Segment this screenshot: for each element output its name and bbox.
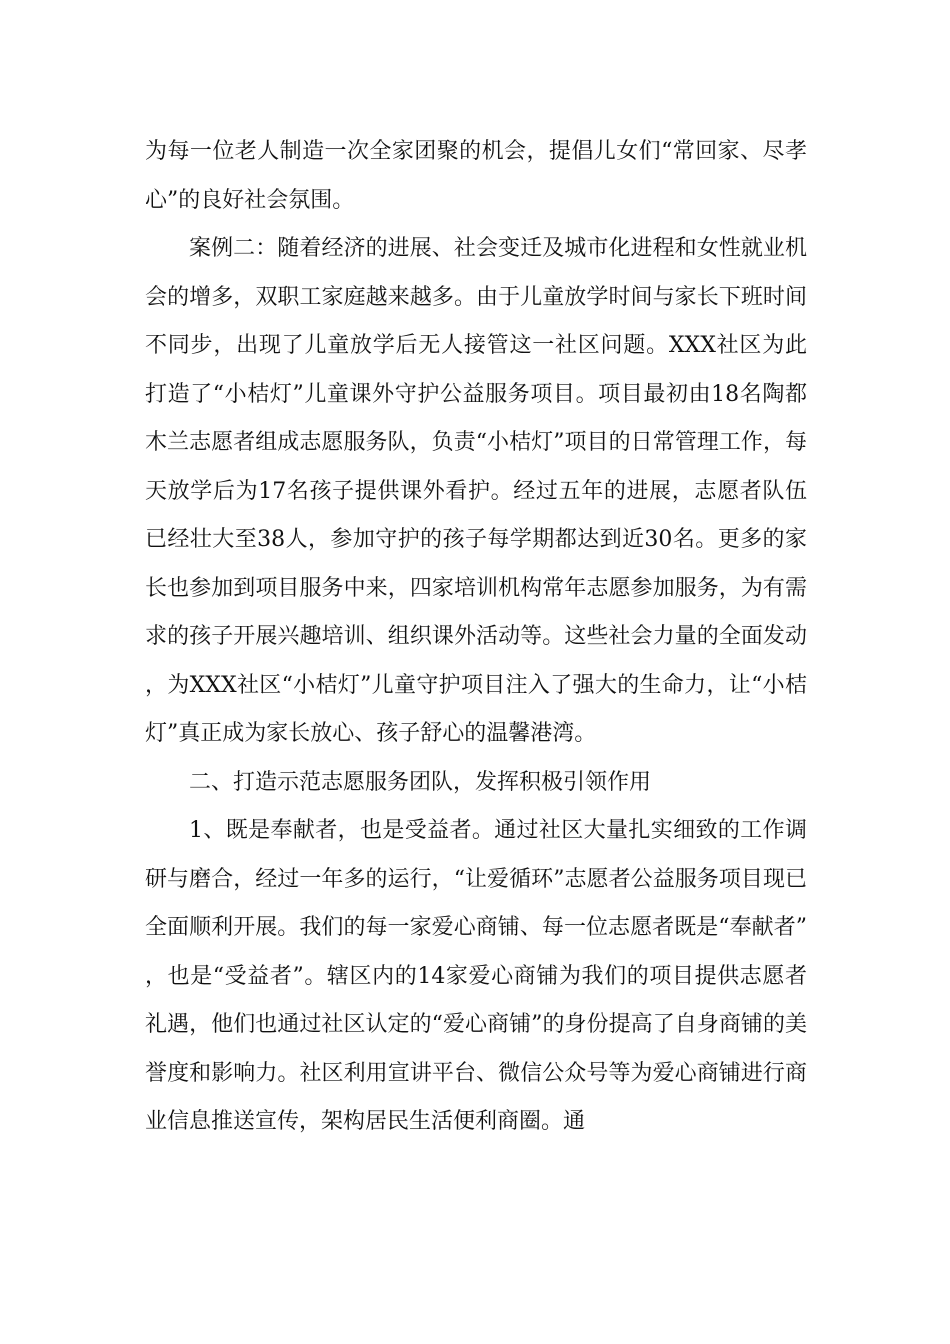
paragraph-case-two: 案例二：随着经济的进展、社会变迁及城市化进程和女性就业机会的增多，双职工家庭越来越多。由于儿童放学时间与家长下班时间不同步，出现了儿童放学后无人接管这一社区问题。XXX社区为此打造了“小桔灯”儿童课外守护公益服务项目。项目最初由18名陶都木兰志愿者组成志愿服务队，负责“小桔灯”项目的日常管理工作，每天放学后为17名孩子提供课外看护。经过五年的进展，志愿者队伍已经壮大至38人，参加守护的孩子每学期都达到近30名。更多的家长也参加到项目服务中来，四家培训机构常年志愿参加服务，为有需求的孩子开展兴趣培训、组织课外活动等。这些社会力量的全面发动，为XXX社区“小桔灯”儿童守护项目注入了强大的生命力，让“小桔灯”真正成为家长放心、孩子舒心的温馨港湾。 [145, 236, 807, 746]
paragraph-contributor-beneficiary: 1、既是奉献者，也是受益者。通过社区大量扎实细致的工作调研与磨合，经过一年多的运行，“让爱循环”志愿者公益服务项目现已全面顺利开展。我们的每一家爱心商铺、每一位志愿者既是“奉献者”，也是“受益者”。辖区内的14家爱心商铺为我们的项目提供志愿者礼遇，他们也通过社区认定的“爱心商铺”的身份提高了自身商铺的美誉度和影响力。社区利用宣讲平台、微信公众号等为爱心商铺进行商业信息推送宣传，架构居民生活便利商圈。通 [145, 818, 807, 1134]
document-body [145, 128, 807, 1147]
section-heading: 二、打造示范志愿服务团队，发挥积极引领作用 [189, 769, 652, 795]
paragraph-continuation: 为每一位老人制造一次全家团聚的机会，提倡儿女们“常回家、尽孝心”的良好社会氛围。 [145, 139, 807, 213]
